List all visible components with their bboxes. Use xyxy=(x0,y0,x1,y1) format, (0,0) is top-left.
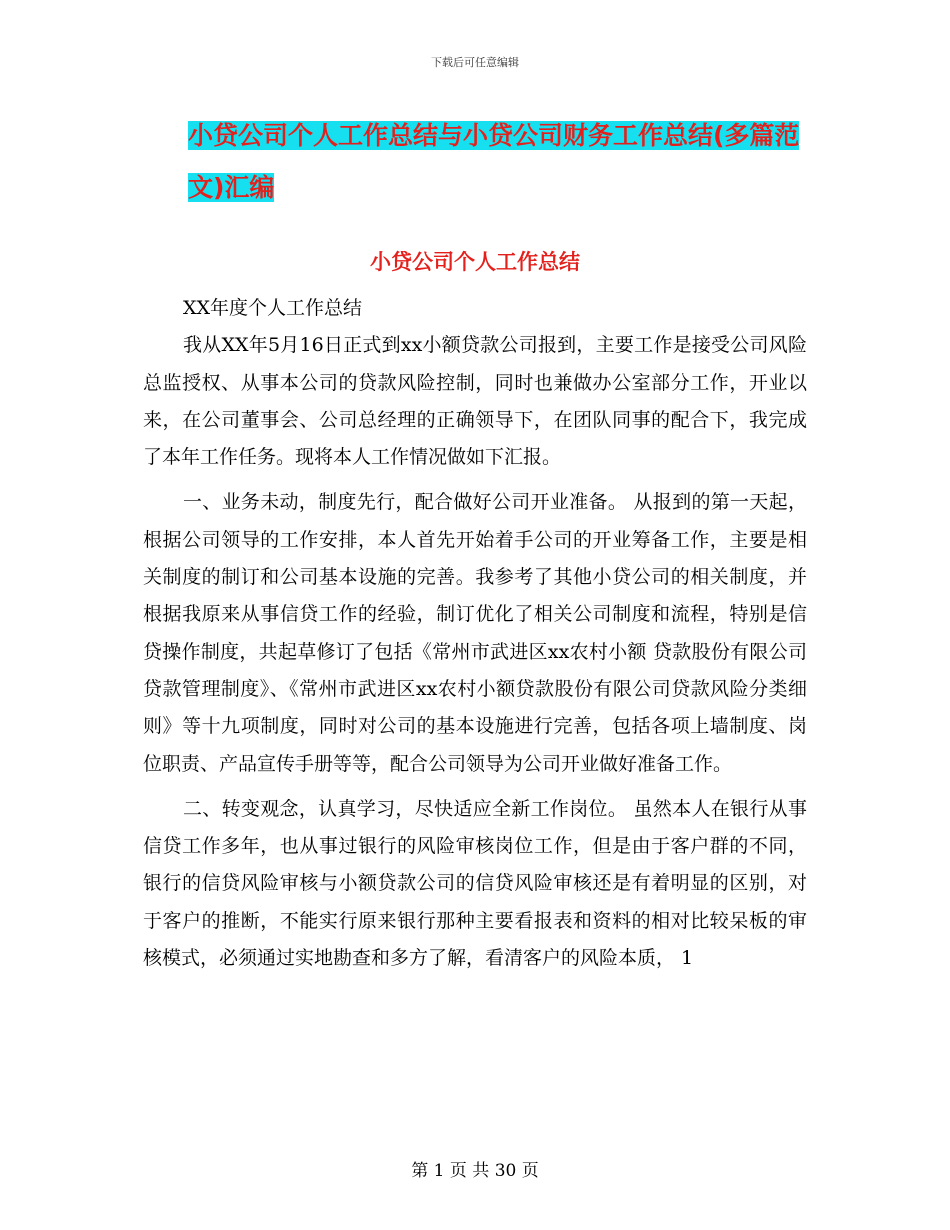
paragraph-subtitle: XX年度个人工作总结 xyxy=(183,297,363,319)
document-title-text: 小贷公司个人工作总结与小贷公司财务工作总结(多篇范文)汇编 xyxy=(188,121,800,202)
body-text xyxy=(143,290,807,977)
paragraph-section-2: 二、转变观念，认真学习，尽快适应全新工作岗位。 虽然本人在银行从事信贷工作多年，也从事过银行的风险审核岗位工作，但是由于客户群的不同，银行的信贷风险审核与小额贷款公司的信贷风险审核还是有着明显的区别，对于客户的推断，不能实行原来银行那种主要看报表和资料的相对比较呆板的审核模式，必须通过实地勘查和多方了解，看清客户的风险本质， 1 xyxy=(143,797,807,970)
document-title xyxy=(188,110,810,214)
paragraph-section-1: 一、业务未动，制度先行，配合做好公司开业准备。 从报到的第一天起，根据公司领导的工作安排，本人首先开始着手公司的开业筹备工作，主要是相关制度的制订和公司基本设施的完善。我参考了其他小贷公司的相关制度，并根据我原来从事信贷工作的经验，制订优化了相关公司制度和流程，特别是信贷操作制度，共起草修订了包括《常州市武进区xx农村小额 贷款股份有限公司贷款管理制度》、《常州市武进区xx农村小额贷款股份有限公司贷款风险分类细则》等十九项制度，同时对公司的基本设施进行完善，包括各项上墙制度、岗位职责、产品宣传手册等等，配合公司领导为公司开业做好准备工作。 xyxy=(143,491,807,775)
section-title: 小贷公司个人工作总结 xyxy=(370,250,580,274)
paragraph-intro: 我从XX年5月16日正式到xx小额贷款公司报到，主要工作是接受公司风险总监授权、从事本公司的贷款风险控制，同时也兼做办公室部分工作，开业以来，在公司董事会、公司总经理的正确领导下，在团队同事的配合下，我完成了本年工作任务。现将本人工作情况做如下汇报。 xyxy=(143,334,807,469)
page-header-note: 下载后可任意编辑 xyxy=(431,56,519,69)
page-footer: 第 1 页 共 30 页 xyxy=(411,1161,539,1181)
